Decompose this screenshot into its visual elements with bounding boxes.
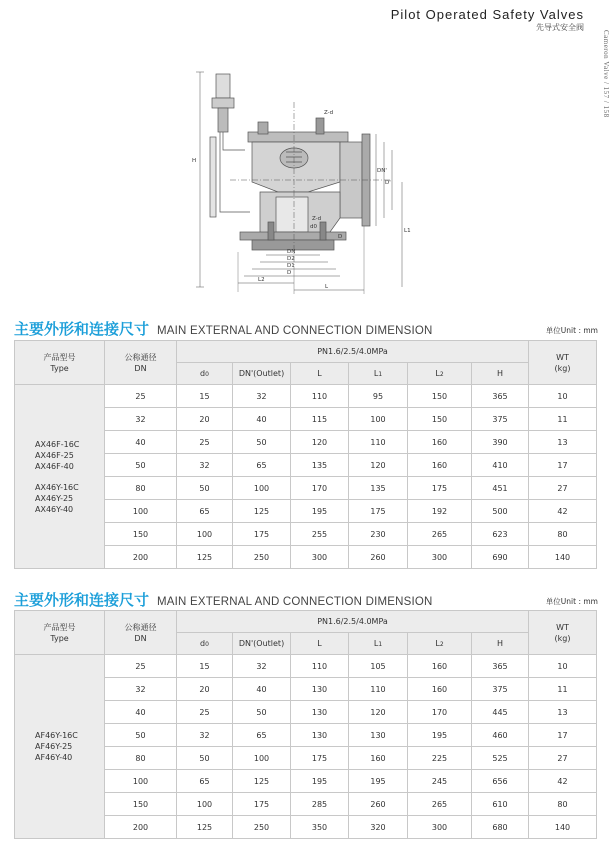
- table-cell: 130: [349, 724, 408, 747]
- table-cell: 500: [472, 500, 529, 523]
- table-cell: 365: [472, 655, 529, 678]
- table-cell: 120: [349, 454, 408, 477]
- table-cell: 15: [177, 655, 233, 678]
- section-1-title: [14, 318, 433, 338]
- table-cell: 130: [291, 678, 349, 701]
- header-type: 产品型号 Type: [15, 341, 105, 385]
- header-d0: d0: [177, 633, 233, 655]
- table-cell: 150: [105, 523, 177, 546]
- table-cell: 105: [349, 655, 408, 678]
- header-type: 产品型号 Type: [15, 611, 105, 655]
- table-cell: 110: [349, 678, 408, 701]
- table-cell: 120: [349, 701, 408, 724]
- table-cell: 20: [177, 678, 233, 701]
- table-cell: 32: [105, 678, 177, 701]
- table-cell: 125: [177, 546, 233, 569]
- table-cell: 690: [472, 546, 529, 569]
- type-model: AX46F-16C: [35, 439, 80, 449]
- table-cell: 130: [291, 701, 349, 724]
- table-cell: 125: [177, 816, 233, 839]
- table-cell: 195: [291, 770, 349, 793]
- table-cell: 50: [233, 431, 291, 454]
- label-l1: L1: [404, 228, 411, 234]
- table-cell: 17: [529, 724, 597, 747]
- header-dn: 公称通径 DN: [105, 611, 177, 655]
- table-cell: 285: [291, 793, 349, 816]
- table-cell: 150: [408, 408, 472, 431]
- label-l: L: [325, 284, 329, 290]
- table-cell: 525: [472, 747, 529, 770]
- type-model: AF46Y-25: [35, 742, 73, 751]
- table-cell: 80: [105, 477, 177, 500]
- header-pressure: PN1.6/2.5/4.0MPa: [177, 611, 529, 633]
- table-cell: 350: [291, 816, 349, 839]
- table-cell: 100: [233, 747, 291, 770]
- table-cell: 192: [408, 500, 472, 523]
- table-cell: 195: [349, 770, 408, 793]
- table-cell: 17: [529, 454, 597, 477]
- table-cell: 11: [529, 678, 597, 701]
- table-cell: 160: [408, 454, 472, 477]
- table-cell: 32: [177, 724, 233, 747]
- table-cell: 32: [105, 408, 177, 431]
- table-cell: 160: [408, 431, 472, 454]
- table-cell: 130: [291, 724, 349, 747]
- table-cell: 265: [408, 793, 472, 816]
- table-cell: 623: [472, 523, 529, 546]
- table-cell: 250: [233, 816, 291, 839]
- table-cell: 25: [105, 385, 177, 408]
- table-cell: 42: [529, 500, 597, 523]
- type-model: AX46Y-16C: [35, 482, 79, 492]
- table-cell: 175: [233, 793, 291, 816]
- label-dn-out: DN': [377, 168, 387, 174]
- table-cell: 110: [291, 655, 349, 678]
- table-cell: 451: [472, 477, 529, 500]
- table-cell: 150: [105, 793, 177, 816]
- table-cell: 260: [349, 546, 408, 569]
- valve-dimension-drawing: [190, 62, 420, 297]
- table-cell: 50: [233, 701, 291, 724]
- table-cell: 175: [408, 477, 472, 500]
- table-cell: 410: [472, 454, 529, 477]
- header-dn-outlet: DN'(Outlet): [233, 633, 291, 655]
- table-cell: 25: [177, 431, 233, 454]
- table-cell: 460: [472, 724, 529, 747]
- header-h: H: [472, 633, 529, 655]
- table-cell: 170: [291, 477, 349, 500]
- table-cell: 100: [105, 500, 177, 523]
- table-cell: 175: [349, 500, 408, 523]
- type-model: AF46Y-40: [35, 753, 73, 762]
- table-cell: 50: [177, 477, 233, 500]
- table-cell: 20: [177, 408, 233, 431]
- header-l2: L2: [408, 633, 472, 655]
- table-cell: 27: [529, 477, 597, 500]
- table-cell: 65: [177, 500, 233, 523]
- table-cell: 50: [105, 724, 177, 747]
- header-h: H: [472, 363, 529, 385]
- section-2-title-en: MAIN EXTERNAL AND CONNECTION DIMENSION: [157, 596, 433, 608]
- table-cell: 175: [291, 747, 349, 770]
- header-l1: L1: [349, 363, 408, 385]
- label-dn: DN: [287, 249, 296, 255]
- section-1-unit: 单位Unit : mm: [545, 326, 598, 335]
- table-cell: 375: [472, 678, 529, 701]
- header-pressure: PN1.6/2.5/4.0MPa: [177, 341, 529, 363]
- table-cell: 150: [408, 385, 472, 408]
- table-cell: 40: [233, 408, 291, 431]
- side-caption: Cameron Valve / 157 / 158: [602, 30, 610, 118]
- table-cell: 265: [408, 523, 472, 546]
- section-2-unit: 单位Unit : mm: [545, 597, 598, 606]
- header-dn-outlet: DN'(Outlet): [233, 363, 291, 385]
- table-cell: 135: [291, 454, 349, 477]
- table-cell: 375: [472, 408, 529, 431]
- table-cell: 200: [105, 546, 177, 569]
- table-cell: 100: [177, 523, 233, 546]
- table-cell: 445: [472, 701, 529, 724]
- label-d-small: D: [338, 234, 343, 240]
- table-cell: 100: [177, 793, 233, 816]
- table-cell: 27: [529, 747, 597, 770]
- table-cell: 195: [408, 724, 472, 747]
- table-cell: 100: [233, 477, 291, 500]
- section-1-title-en: MAIN EXTERNAL AND CONNECTION DIMENSION: [157, 325, 433, 337]
- table-cell: 65: [233, 724, 291, 747]
- type-model: AX46Y-25: [35, 493, 74, 503]
- table-cell: 32: [233, 385, 291, 408]
- type-cell: [15, 385, 105, 569]
- table-cell: 32: [177, 454, 233, 477]
- table-cell: 120: [291, 431, 349, 454]
- page-title: Pilot Operated Safety Valves: [390, 7, 584, 22]
- header-dn: 公称通径 DN: [105, 341, 177, 385]
- table-cell: 115: [291, 408, 349, 431]
- label-d1: D1: [287, 263, 295, 269]
- dimension-table-2: [14, 610, 597, 839]
- section-2-title-cn: 主要外形和连接尺寸: [14, 591, 150, 609]
- label-d0: d0: [310, 224, 317, 230]
- table-cell: 10: [529, 655, 597, 678]
- table-cell: 300: [408, 546, 472, 569]
- label-d2: D2: [287, 256, 295, 262]
- table-cell: 13: [529, 431, 597, 454]
- table-cell: 80: [529, 523, 597, 546]
- label-d: D: [287, 270, 292, 276]
- table-cell: 40: [105, 701, 177, 724]
- table-row: [15, 655, 597, 678]
- label-d-out: D': [385, 180, 391, 186]
- table-cell: 110: [291, 385, 349, 408]
- table-cell: 250: [233, 546, 291, 569]
- type-model: AX46F-40: [35, 461, 74, 471]
- label-h: H: [192, 158, 197, 164]
- table-cell: 255: [291, 523, 349, 546]
- table-cell: 260: [349, 793, 408, 816]
- table-cell: 100: [349, 408, 408, 431]
- header-wt: WT (kg): [529, 341, 597, 385]
- header-l2: L2: [408, 363, 472, 385]
- table-cell: 10: [529, 385, 597, 408]
- type-model: AX46Y-40: [35, 504, 74, 514]
- table-cell: 160: [349, 747, 408, 770]
- table-cell: 160: [408, 655, 472, 678]
- header-wt: WT (kg): [529, 611, 597, 655]
- type-model: AX46F-25: [35, 450, 74, 460]
- table-cell: 160: [408, 678, 472, 701]
- table-cell: 80: [105, 747, 177, 770]
- table-cell: 15: [177, 385, 233, 408]
- table-cell: 25: [105, 655, 177, 678]
- table-cell: 125: [233, 500, 291, 523]
- header-d0: d0: [177, 363, 233, 385]
- table-cell: 65: [233, 454, 291, 477]
- table-cell: 656: [472, 770, 529, 793]
- table-cell: 50: [105, 454, 177, 477]
- table-cell: 225: [408, 747, 472, 770]
- label-l2: L2: [258, 277, 265, 283]
- table-cell: 135: [349, 477, 408, 500]
- header-l1: L1: [349, 633, 408, 655]
- table-cell: 65: [177, 770, 233, 793]
- table-cell: 110: [349, 431, 408, 454]
- table-cell: 32: [233, 655, 291, 678]
- label-zd-top: Z-d: [324, 110, 334, 116]
- header-l: L: [291, 633, 349, 655]
- table-cell: 11: [529, 408, 597, 431]
- page-subtitle: 先导式安全阀: [536, 23, 584, 32]
- table-cell: 610: [472, 793, 529, 816]
- label-zd-bottom: Z-d: [312, 216, 322, 222]
- table-cell: 365: [472, 385, 529, 408]
- table-cell: 80: [529, 793, 597, 816]
- table-cell: 175: [233, 523, 291, 546]
- dimension-table-1: [14, 340, 597, 569]
- table-cell: 200: [105, 816, 177, 839]
- table-cell: 100: [105, 770, 177, 793]
- section-1-title-cn: 主要外形和连接尺寸: [14, 320, 150, 338]
- table-cell: 40: [105, 431, 177, 454]
- type-cell: [15, 655, 105, 839]
- table-cell: 50: [177, 747, 233, 770]
- type-model: AF46Y-16C: [35, 731, 78, 740]
- table-cell: 245: [408, 770, 472, 793]
- table-row: [15, 385, 597, 408]
- table-cell: 300: [291, 546, 349, 569]
- table-cell: 170: [408, 701, 472, 724]
- type-model: [35, 472, 104, 482]
- table-cell: 680: [472, 816, 529, 839]
- table-cell: 140: [529, 816, 597, 839]
- table-cell: 195: [291, 500, 349, 523]
- table-cell: 40: [233, 678, 291, 701]
- table-cell: 95: [349, 385, 408, 408]
- table-cell: 320: [349, 816, 408, 839]
- table-cell: 300: [408, 816, 472, 839]
- table-cell: 42: [529, 770, 597, 793]
- table-cell: 25: [177, 701, 233, 724]
- table-cell: 230: [349, 523, 408, 546]
- table-cell: 140: [529, 546, 597, 569]
- section-2-title: [14, 589, 433, 609]
- table-cell: 125: [233, 770, 291, 793]
- table-cell: 390: [472, 431, 529, 454]
- table-cell: 13: [529, 701, 597, 724]
- header-l: L: [291, 363, 349, 385]
